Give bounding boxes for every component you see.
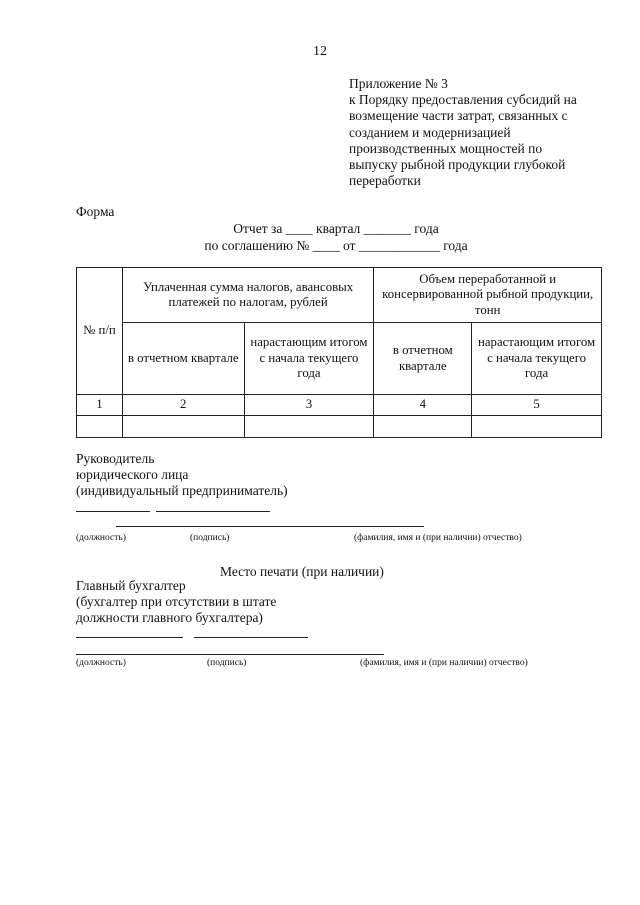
column-number-cell: 2	[122, 395, 244, 416]
caption-signature: (подпись)	[207, 658, 247, 668]
group-header-taxes: Уплаченная сумма налогов, авансовых платежей по налогам, рублей	[122, 268, 373, 323]
report-title-line-1: Отчет за ____ квартал _______ года	[233, 221, 439, 236]
signature-line	[116, 526, 424, 527]
sub-header-taxes-cumulative: нарастающим итогом с начала текущего года	[244, 323, 374, 395]
empty-cell	[77, 416, 123, 438]
caption-name: (фамилия, имя и (при наличии) отчество)	[354, 533, 522, 543]
accountant-line: должности главного бухгалтера)	[76, 610, 263, 626]
empty-cell	[122, 416, 244, 438]
caption-signature: (подпись)	[190, 533, 230, 543]
head-line: юридического лица	[76, 467, 189, 483]
signature-line	[76, 637, 183, 638]
signature-line	[76, 654, 384, 655]
accountant-line: (бухгалтер при отсутствии в штате	[76, 594, 277, 610]
appendix-line: выпуску рыбной продукции глубокой	[349, 157, 566, 173]
page-number: 12	[313, 44, 327, 59]
stamp-place: Место печати (при наличии)	[220, 564, 384, 579]
empty-cell	[244, 416, 374, 438]
signature-line	[156, 511, 270, 512]
empty-cell	[374, 416, 472, 438]
report-title-line-2: по соглашению № ____ от ____________ года	[204, 238, 468, 253]
group-header-volume: Объем переработанной и консервированной рыбной продукции, тонн	[374, 268, 602, 323]
caption-name: (фамилия, имя и (при наличии) отчество)	[360, 658, 528, 668]
table-row	[77, 416, 602, 438]
appendix-line: созданием и модернизацией	[349, 124, 511, 140]
head-line: Руководитель	[76, 451, 155, 466]
signature-line	[76, 511, 150, 512]
sub-header-volume-cumulative: нарастающим итогом с начала текущего года	[472, 323, 602, 395]
head-signatory	[76, 451, 288, 500]
appendix-line: производственных мощностей по	[349, 140, 543, 156]
appendix-line: Приложение № 3	[349, 76, 448, 91]
appendix-line: возмещение части затрат, связанных с	[349, 108, 568, 124]
sub-header-taxes-quarter: в отчетном квартале	[122, 323, 244, 395]
column-number-cell: 4	[374, 395, 472, 416]
caption-position: (должность)	[76, 658, 126, 668]
accountant-signatory	[76, 578, 276, 627]
appendix-line: к Порядку предоставления субсидий на	[349, 92, 577, 108]
caption-position: (должность)	[76, 533, 126, 543]
column-number-cell: 3	[244, 395, 374, 416]
column-number-cell: 1	[77, 395, 123, 416]
col-header-number: № п/п	[77, 268, 123, 395]
appendix-note	[349, 76, 609, 189]
column-number-cell: 5	[472, 395, 602, 416]
head-line: (индивидуальный предприниматель)	[76, 483, 288, 499]
table-row	[77, 395, 602, 416]
report-table	[76, 267, 602, 438]
signature-line	[194, 637, 308, 638]
form-label: Форма	[76, 204, 115, 219]
empty-cell	[472, 416, 602, 438]
report-title	[0, 220, 640, 254]
appendix-line: переработки	[349, 173, 421, 189]
sub-header-volume-quarter: в отчетном квартале	[374, 323, 472, 395]
accountant-line: Главный бухгалтер	[76, 578, 186, 593]
